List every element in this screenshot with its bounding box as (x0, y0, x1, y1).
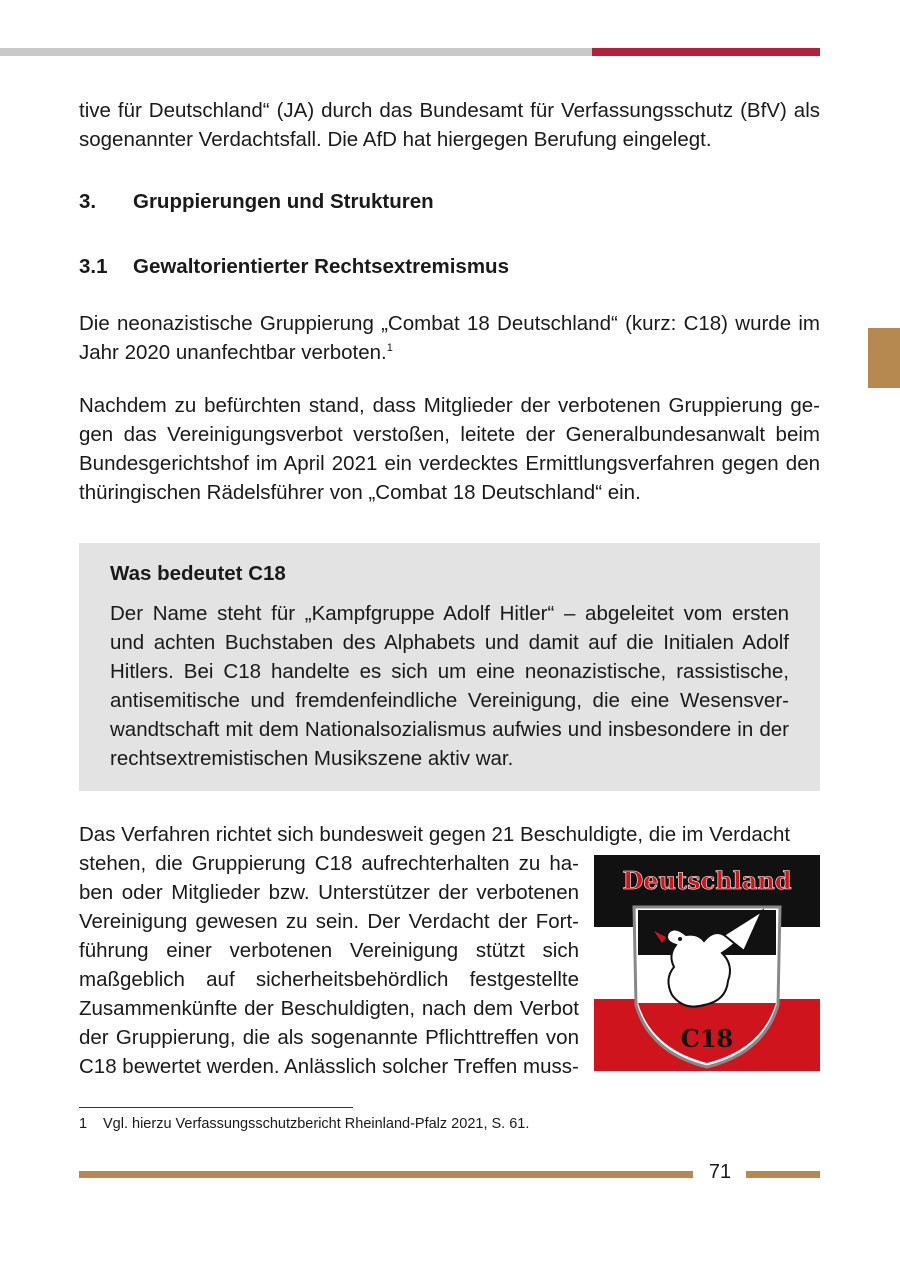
info-box (79, 543, 820, 791)
c18-deutschland-logo-image (594, 855, 820, 1071)
footer-rule-right (746, 1171, 820, 1178)
logo-bottom-text: C18 (680, 1024, 734, 1053)
page-number: 71 (708, 1161, 732, 1183)
info-box-title: Was bedeutet C18 (110, 562, 286, 585)
logo-svg (594, 855, 820, 1071)
paragraph-proceedings-line1: Das Verfahren richtet sich bundesweit gegen 21 Beschuldigte, die im Verdacht (79, 823, 791, 846)
paragraph-proceedings: stehen, die Gruppierung C18 aufrechterhalten zu haben oder Mitglieder bzw. Unterstützer der verbotenen Vereinigung gewesen zu sein. Der Verdacht der Fortführung einer verbotenen Vereinigung stützt sich maßgeblich auf sicherheitsbehördlich festgestellte Zusammenkünfte der Beschuldigten, nach dem Verbot der Gruppierung, die als sogenannte Pflichttreffen von C18 bewertet werden. Anlässlich solcher Treffen muss- (79, 852, 579, 1078)
section-title: Gruppierungen und Strukturen (133, 190, 434, 213)
footnote-number: 1 (79, 1116, 88, 1132)
footnote-divider (79, 1107, 353, 1108)
paragraph-ban (79, 309, 820, 367)
paragraph-investigation: Nachdem zu befürchten stand, dass Mitglieder der verbotenen Gruppierung gegen das Vereinigungsverbot verstoßen, leitete der Generalbundesanwalt beim Bundesgerichtshof im April 2021 ein verdecktes Ermittlungsverfahren gegen den thüringischen Rädelsführer von „Combat 18 Deutschland“ ein. (79, 394, 820, 504)
footnote (79, 1116, 529, 1132)
footnote-text: Vgl. hierzu Verfassungsschutzbericht Rheinland-Pfalz 2021, S. 61. (103, 1116, 530, 1132)
header-rule-red (592, 48, 820, 56)
subsection-number: 3.1 (79, 255, 108, 278)
section-number: 3. (79, 190, 97, 213)
header-rule-gray (0, 48, 592, 56)
paragraph-ban-text: Die neonazistische Gruppierung „Combat 18 Deutschland“ (kurz: C18) wurde im Jahr 2020 unanfechtbar verboten. (79, 312, 820, 364)
subsection-title: Gewaltorientierter Rechtsextremismus (133, 255, 509, 278)
section-heading (79, 190, 434, 214)
chapter-side-tab (868, 328, 900, 388)
subsection-heading (79, 255, 509, 279)
footnote-reference[interactable]: 1 (386, 342, 393, 355)
info-box-body: Der Name steht für „Kampfgruppe Adolf Hitler“ – abgeleitet vom ersten und achten Buchstaben des Alphabets und damit auf die Initialen Adolf Hitlers. Bei C18 handelte es sich um eine neonazistische, rassistische, antisemitische und fremdenfeindliche Vereinigung, die eine Wesensverwandtschaft mit dem Nationalsozialismus aufwies und insbesondere in der rechtsextremistischen Musikszene aktiv war. (110, 602, 789, 770)
footer-rule-left (79, 1171, 693, 1178)
top-paragraph: tive für Deutschland“ (JA) durch das Bundesamt für Verfassungsschutz (BfV) als sogenannter Verdachtsfall. Die AfD hat hiergegen Berufung eingelegt. (79, 99, 820, 151)
logo-top-text: Deutschland (622, 866, 792, 895)
